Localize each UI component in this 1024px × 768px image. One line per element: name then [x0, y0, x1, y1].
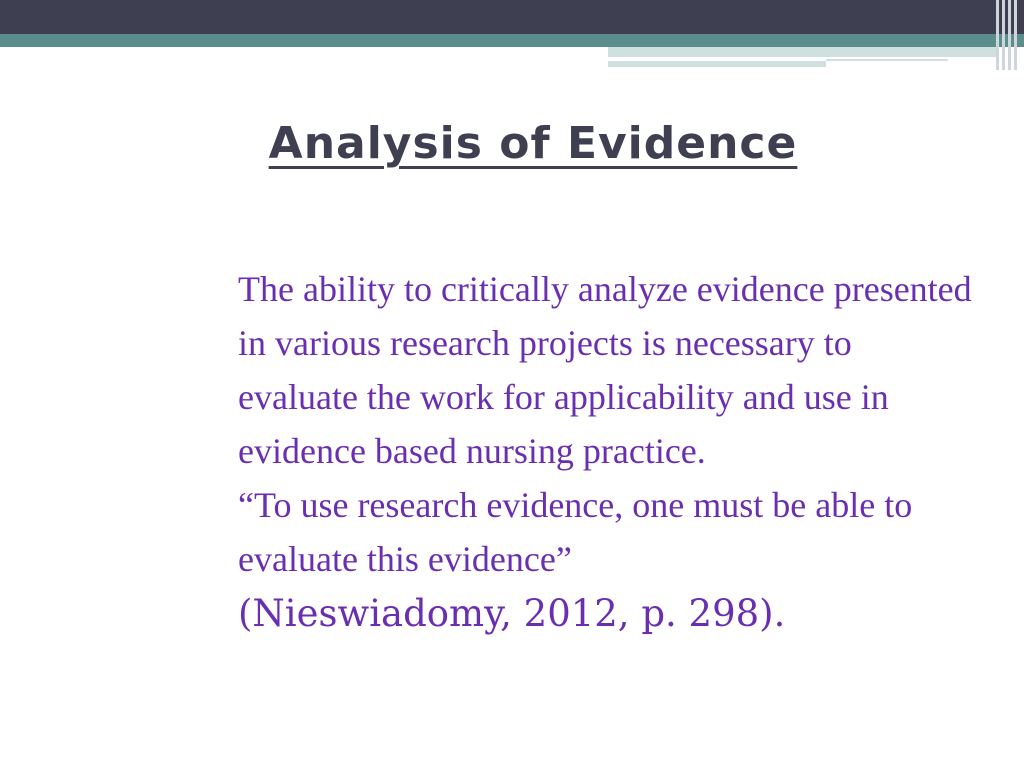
- header-stripe: [1002, 0, 1005, 70]
- slide-title: [0, 118, 1024, 169]
- slide-body: [238, 262, 978, 642]
- header-accent-band: [608, 47, 998, 57]
- header-stripe: [996, 0, 999, 70]
- header-accent-line: [826, 59, 948, 61]
- citation-text: (Nieswiadomy, 2012, p. 298).: [238, 592, 786, 635]
- quote-text: “To use research evidence, one must be able to evaluate this evidence”: [238, 485, 913, 579]
- header-stripe: [1008, 0, 1011, 70]
- header-accent-band-lower: [608, 61, 826, 67]
- slide-title-text: Analysis of Evidence: [268, 118, 798, 169]
- header-teal-band: [0, 34, 1024, 47]
- header-dark-band: [0, 0, 1024, 34]
- header-stripe: [1014, 0, 1017, 70]
- body-paragraph: The ability to critically analyze evidence presented in various research projects is necessary to evaluate the work for applicability and use in evidence based nursing practice.: [238, 269, 972, 471]
